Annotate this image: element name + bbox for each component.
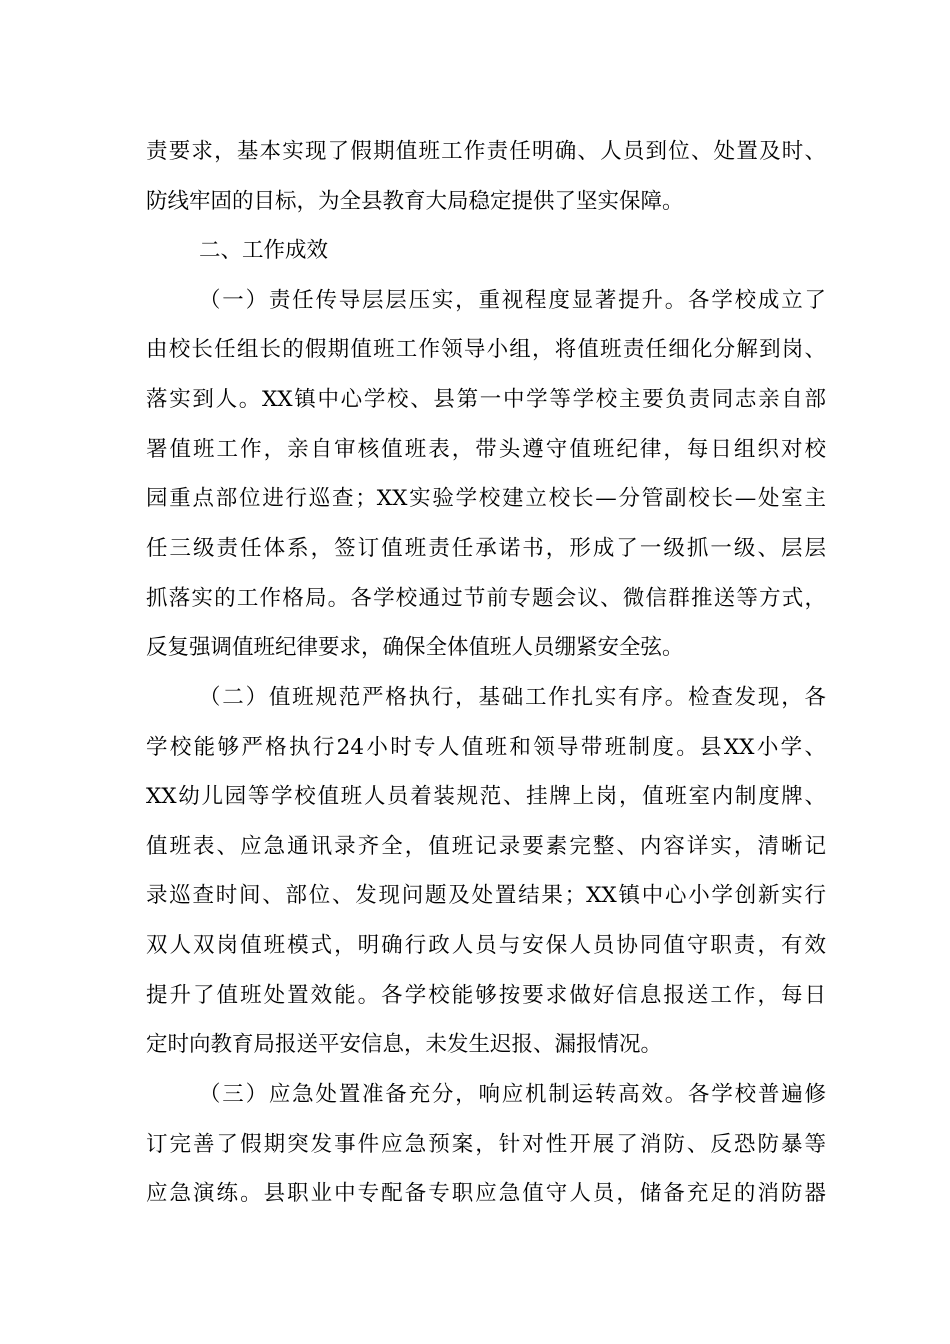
text-line: 订完善了假期突发事件应急预案，针对性开展了消防、反恐防暴等 bbox=[146, 1132, 826, 1157]
section-heading: 二、工作成效 bbox=[199, 238, 329, 263]
text-line: 落实到人。XX镇中心学校、县第一中学等学校主要负责同志亲自部 bbox=[146, 387, 826, 412]
text-line: 责要求，基本实现了假期值班工作责任明确、人员到位、处置及时、 bbox=[146, 139, 826, 164]
paragraph-first-line: （三）应急处置准备充分，响应机制运转高效。各学校普遍修 bbox=[199, 1082, 826, 1107]
text-line: 任三级责任体系，签订值班责任承诺书，形成了一级抓一级、层层 bbox=[146, 536, 826, 561]
text-line: 由校长任组长的假期值班工作领导小组，将值班责任细化分解到岗、 bbox=[146, 337, 826, 362]
text-line: 定时向教育局报送平安信息，未发生迟报、漏报情况。 bbox=[146, 1032, 663, 1057]
text-line: 署值班工作，亲自审核值班表，带头遵守值班纪律，每日组织对校 bbox=[146, 437, 826, 462]
text-line: 学校能够严格执行24小时专人值班和领导带班制度。县XX小学、 bbox=[146, 735, 826, 760]
text-line: 双人双岗值班模式，明确行政人员与安保人员协同值守职责，有效 bbox=[146, 933, 826, 958]
text-line: 园重点部位进行巡查；XX实验学校建立校长—分管副校长—处室主 bbox=[146, 486, 826, 511]
text-line: 反复强调值班纪律要求，确保全体值班人员绷紧安全弦。 bbox=[146, 635, 684, 660]
text-line: 抓落实的工作格局。各学校通过节前专题会议、微信群推送等方式， bbox=[146, 586, 826, 611]
text-line: 值班表、应急通讯录齐全，值班记录要素完整、内容详实，清晰记 bbox=[146, 834, 826, 859]
text-line: 应急演练。县职业中专配备专职应急值守人员，储备充足的消防器 bbox=[146, 1181, 826, 1206]
text-line: 提升了值班处置效能。各学校能够按要求做好信息报送工作，每日 bbox=[146, 983, 826, 1008]
paragraph-first-line: （一）责任传导层层压实，重视程度显著提升。各学校成立了 bbox=[199, 288, 826, 313]
text-line: 录巡查时间、部位、发现问题及处置结果；XX镇中心小学创新实行 bbox=[146, 883, 826, 908]
text-line: XX幼儿园等学校值班人员着装规范、挂牌上岗，值班室内制度牌、 bbox=[146, 784, 826, 809]
paragraph-first-line: （二）值班规范严格执行，基础工作扎实有序。检查发现，各 bbox=[199, 685, 826, 710]
text-line: 防线牢固的目标，为全县教育大局稳定提供了坚实保障。 bbox=[146, 189, 684, 214]
